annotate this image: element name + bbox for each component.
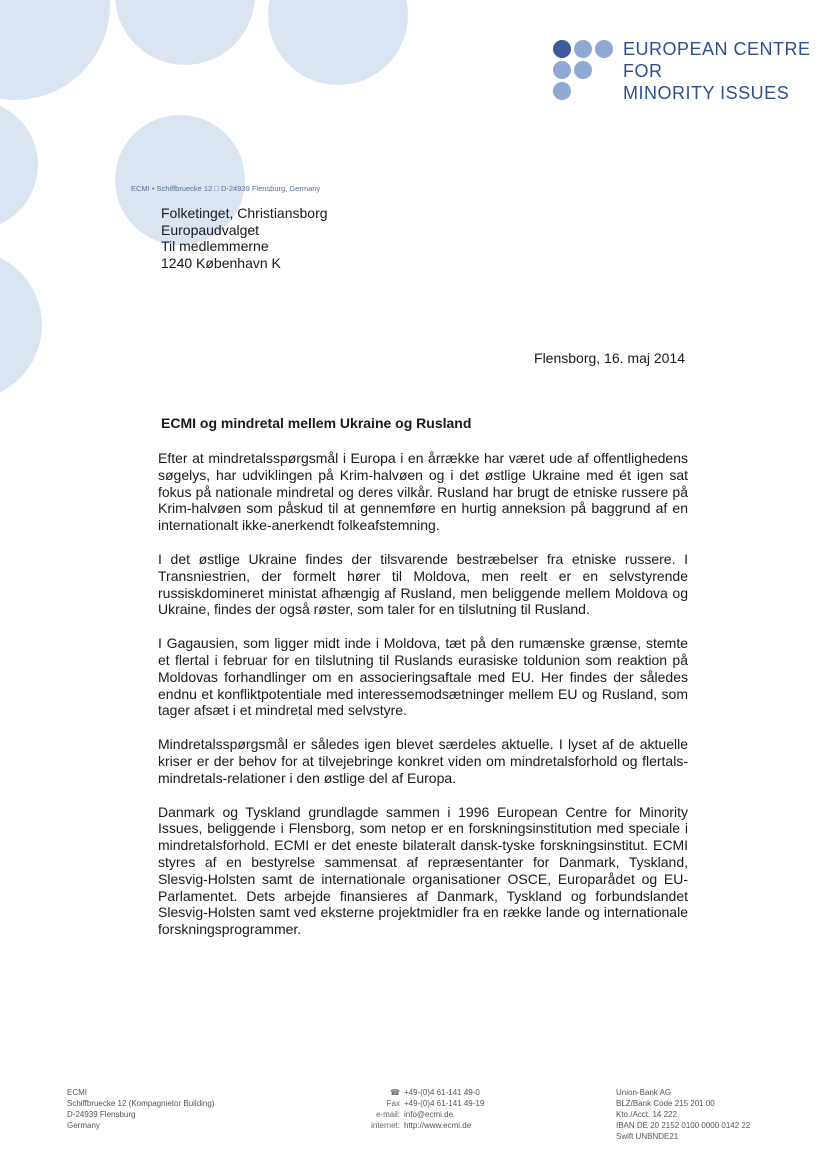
footer-address-line: D-24939 Flensburg: [67, 1110, 136, 1119]
letter-subject: ECMI og mindretal mellem Ukraine og Rusland: [161, 415, 472, 431]
footer-contact-email: [362, 1109, 484, 1120]
logo-dot-icon: [553, 61, 571, 79]
footer-bank: [616, 1087, 750, 1142]
body-paragraph: Danmark og Tyskland grundlagde sammen i 1996 European Centre for Minority Issues, beliggende i Flensborg, som netop er en forskningsinstitution med speciale i mindretalsforhold. ECMI er det eneste bilateralt dansk-tyske forskningsinstitut. ECMI styres af en bestyrelse sammensat af repræsentanter for Danmark, Tyskland, Slesvig-Holsten samt de internationale organisationer OSCE, Europarådet og EU-Parlamentet. Dets arbejde finansieres af Danmark, Tyskland og forbundslandet Slesvig-Holsten samt ved eksterne projektmidler fra en række lande og internationale forskningsprogrammer.: [158, 803, 688, 938]
recipient-address: [161, 205, 328, 271]
decorative-circle: [268, 0, 408, 85]
website-link[interactable]: http://www.ecmi.de: [404, 1121, 472, 1130]
fax-number: +49-(0)4 61-141 49-19: [404, 1099, 485, 1108]
footer-address-line: ECMI: [67, 1088, 87, 1097]
logo-dot-icon: [574, 61, 592, 79]
footer-bank-line: IBAN DE 20 2152 0100 0000 0142 22: [616, 1121, 751, 1130]
footer-bank-line: BLZ/Bank Code 215 201 00: [616, 1099, 715, 1108]
logo-dot-icon: [595, 40, 613, 58]
letter-body: [158, 450, 688, 955]
logo-dot-icon: [553, 40, 571, 58]
decorative-circle: [0, 0, 110, 100]
body-paragraph: I det østlige Ukraine findes der tilsvarende bestræbelser fra etniske russere. I Transniestrien, der formelt hører til Moldova, men reelt er en selvstyrende russiskdomineret ministat afhængig af Rusland, men beliggende mellem Moldova og Ukraine, findes der også røster, som taler for en tilslutning til Rusland.: [158, 550, 688, 618]
logo-text: [623, 38, 811, 104]
email-link[interactable]: info@ecmi.de: [404, 1110, 454, 1119]
footer-contact-fax: [362, 1098, 484, 1109]
footer-contact-internet: [362, 1120, 484, 1131]
decorative-circle: [0, 250, 42, 400]
footer-address: [67, 1087, 215, 1131]
footer-address-line: Schiffbruecke 12 (Kompagnietor Building): [67, 1099, 215, 1108]
body-paragraph: Efter at mindretalsspørgsmål i Europa i en årrække har været ude af offentlighedens søgelys, har udviklingen på Krim-halvøen og i det østlige Ukraine med ét igen sat fokus på nationale mindretal og deres vilkår. Rusland har brugt de etniske russere på Krim-halvøen som påskud til at gennemføre en hurtig anneksion på baggrund af en internationalt ikke-anerkendt folkeafstemning.: [158, 450, 688, 534]
phone-number: +49-(0)4 61-141 49-0: [404, 1088, 480, 1097]
body-paragraph: I Gagausien, som ligger midt inde i Moldova, tæt på den rumænske grænse, stemte et flertal i februar for en tilslutning til Ruslands eurasiske toldunion som reaktion på Moldovas forhandlinger om en associeringsaftale med EU. Her findes der således endnu et konfliktpotentiale med interessemodsætninger mellem EU og Rusland, som tager afsæt i et mindretal med selvstyre.: [158, 635, 688, 719]
logo-line: FOR: [623, 61, 663, 81]
decorative-circle: [115, 0, 255, 65]
footer-bank-line: Swift UNBNDE21: [616, 1132, 679, 1141]
letter-date: Flensborg, 16. maj 2014: [534, 350, 685, 366]
recipient-line: 1240 København K: [161, 254, 281, 271]
recipient-line: Folketinget, Christiansborg: [161, 205, 328, 221]
sender-return-address: ECMI • Schiffbruecke 12 □ D-24939 Flensburg, Germany: [131, 184, 321, 193]
footer-address-line: Germany: [67, 1121, 100, 1130]
logo-dot-icon: [553, 82, 571, 100]
logo-dot-icon: [574, 40, 592, 58]
body-paragraph: Mindretalsspørgsmål er således igen blevet særdeles aktuelle. I lyset af de aktuelle kriser er der behov for at tilvejebringe konkret viden om mindretalsforhold og flertals-mindretals-relationer i den østlige del af Europa.: [158, 736, 688, 786]
recipient-line: Til medlemmerne: [161, 238, 269, 254]
logo-line: EUROPEAN CENTRE: [623, 39, 811, 59]
footer-bank-line: Union-Bank AG: [616, 1088, 672, 1097]
decorative-circle: [0, 100, 38, 230]
email-label: e-mail:: [375, 1110, 400, 1119]
internet-label: internet:: [371, 1121, 400, 1130]
footer-contact: [362, 1087, 484, 1131]
footer-bank-line: Kto./Acct. 14 222: [616, 1110, 677, 1119]
fax-label: Fax: [386, 1099, 400, 1108]
logo-line: MINORITY ISSUES: [623, 83, 790, 103]
ecmi-logo: [553, 38, 811, 108]
recipient-line: Europaudvalget: [161, 221, 260, 238]
footer-contact-phone: [362, 1087, 484, 1098]
phone-icon: ☎: [390, 1088, 400, 1097]
